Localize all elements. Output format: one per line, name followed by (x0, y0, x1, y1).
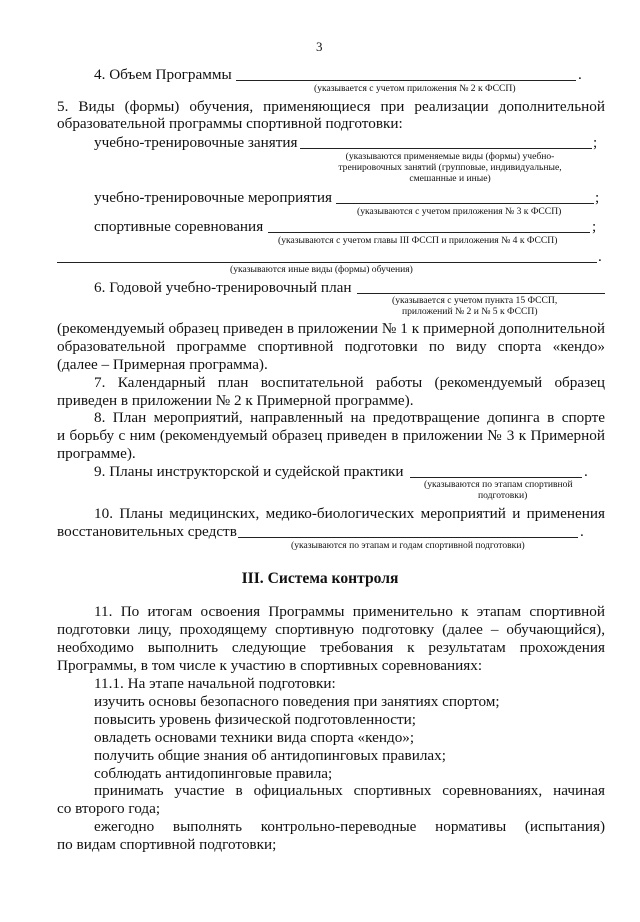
item4-end: . (578, 66, 582, 83)
item5-c-note: (указываются с учетом главы III ФССП и приложения № 4 к ФССП) (278, 235, 558, 246)
item7-line1: 7. Календарный план воспитательной работы (рекомендуемый образец (94, 374, 605, 391)
item11-1-p7-line1: ежегодно выполнять контрольно-переводные нормативы (испытания) (94, 818, 605, 835)
item5-line2: образовательной программы спортивной подготовки: (57, 115, 403, 132)
item6-fill-line (357, 293, 605, 294)
item11-1-p6-line1: принимать участие в официальных спортивных соревнованиях, начиная (94, 782, 605, 799)
item5-c-semicolon: ; (592, 218, 597, 235)
item8-line3: программе). (57, 445, 136, 462)
item5-other-end: . (598, 248, 602, 265)
item5-a-note-3: смешанные и иные) (409, 173, 491, 184)
item6-line1: (рекомендуемый образец приведен в приложении № 1 к примерной дополнительной (57, 320, 605, 337)
item10-fill-line (238, 537, 578, 538)
item8-line2: и борьбу с ним (рекомендуемый образец приведен в приложении № 3 к Примерной (57, 427, 605, 444)
item10-line1: 10. Планы медицинских, медико-биологических мероприятий и применения (94, 505, 605, 522)
item5-other-fill-line (57, 262, 597, 263)
item11-line1: 11. По итогам освоения Программы применительно к этапам спортивной (94, 603, 605, 620)
list-item: овладеть основами техники вида спорта «кендо»; (94, 729, 415, 746)
item5-other-note: (указываются иные виды (формы) обучения) (230, 264, 413, 275)
item6-note-1: (указывается с учетом пункта 15 ФССП, (392, 295, 558, 306)
item5-a-note-1: (указываются применяемые виды (формы) учебно- (345, 151, 555, 162)
list-item: получить общие знания об антидопинговых правилах; (94, 747, 446, 764)
item10-label: восстановительных средств (57, 523, 237, 540)
item11-1-title: 11.1. На этапе начальной подготовки: (94, 675, 336, 692)
item9-fill-line (410, 477, 582, 478)
item5-a-note-2: тренировочных занятий (групповые, индивидуальные, (338, 162, 562, 173)
item9-note-2: подготовки) (478, 490, 528, 501)
item5-b-semicolon: ; (595, 189, 600, 206)
item4-note: (указывается с учетом приложения № 2 к ФССП) (314, 83, 516, 94)
section-heading: III. Система контроля (241, 570, 399, 587)
list-item: соблюдать антидопинговые правила; (94, 765, 333, 782)
item9-label: 9. Планы инструкторской и судейской практики (94, 463, 404, 480)
item7-line2: приведен в приложении № 2 к Примерной программе). (57, 392, 414, 409)
page-number: 3 (316, 39, 323, 54)
item5-b-fill-line (336, 203, 594, 204)
item9-end: . (584, 463, 588, 480)
item9-note-1: (указываются по этапам спортивной (424, 479, 573, 490)
item5-a-label: учебно-тренировочные занятия (94, 134, 298, 151)
item8-line1: 8. План мероприятий, направленный на предотвращение допинга в спорте (94, 409, 605, 426)
item11-1-p7-line2: по видам спортивной подготовки; (57, 836, 277, 853)
item5-b-note: (указываются с учетом приложения № 3 к ФССП) (357, 206, 562, 217)
item6-line2: образовательной программе спортивной подготовки по виду спорта «кендо» (57, 338, 605, 355)
item4-fill-line (236, 80, 576, 81)
item11-1-p6-line2: со второго года; (57, 800, 161, 817)
list-item: повысить уровень физической подготовленности; (94, 711, 417, 728)
item11-line4: Программы, в том числе к участию в спортивных соревнованиях: (57, 657, 483, 674)
item11-line3: необходимо выполнить следующие требования к результатам прохождения (57, 639, 605, 656)
list-item: изучить основы безопасного поведения при занятиях спортом; (94, 693, 500, 710)
item6-note-2: приложений № 2 и № 5 к ФССП) (402, 306, 538, 317)
item5-c-label: спортивные соревнования (94, 218, 264, 235)
item5-a-fill-line (300, 148, 592, 149)
item5-a-semicolon: ; (593, 134, 598, 151)
item10-note: (указываются по этапам и годам спортивной подготовки) (291, 540, 525, 551)
item6-label: 6. Годовой учебно-тренировочный план (94, 279, 352, 296)
item5-b-label: учебно-тренировочные мероприятия (94, 189, 332, 206)
item10-end: . (580, 523, 584, 540)
item4-label: 4. Объем Программы (94, 66, 232, 83)
item11-line2: подготовки лицу, проходящему спортивную подготовку (далее – обучающийся), (57, 621, 605, 638)
item5-line1: 5. Виды (формы) обучения, применяющиеся при реализации дополнительной (57, 98, 605, 115)
item5-c-fill-line (268, 232, 590, 233)
item6-line3: (далее – Примерная программа). (57, 356, 268, 373)
